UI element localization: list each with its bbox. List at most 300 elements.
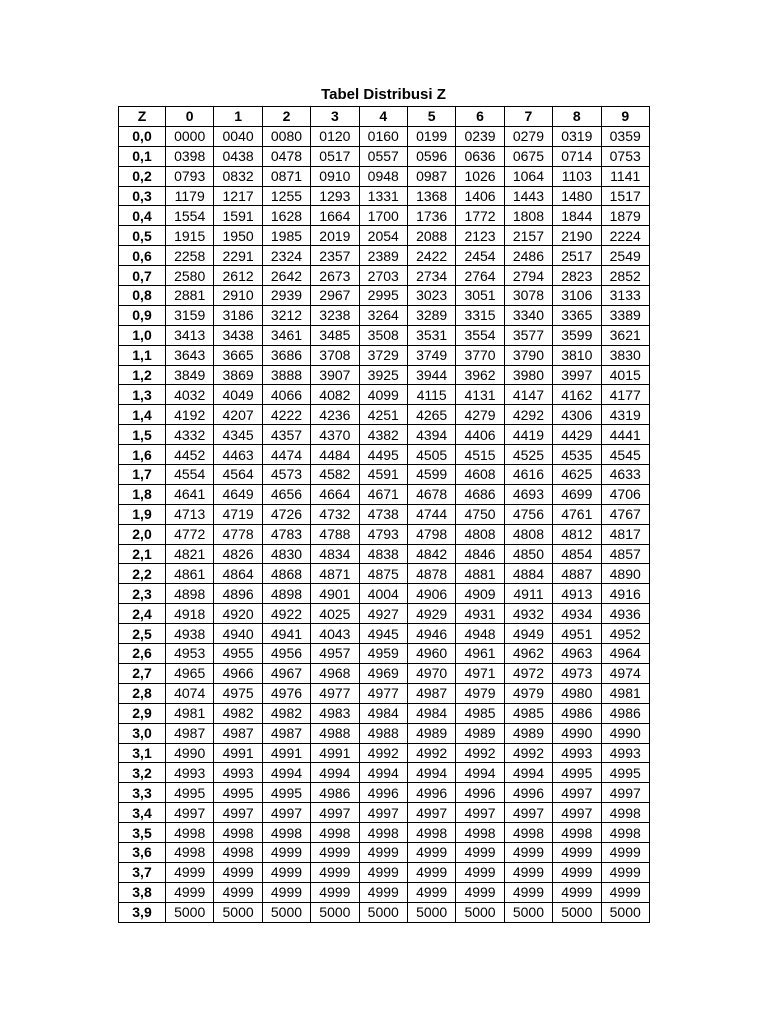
probability-cell: 4998	[262, 823, 310, 843]
probability-cell: 4484	[311, 445, 359, 465]
z-value-cell: 0,7	[119, 266, 166, 286]
probability-cell: 4999	[456, 862, 504, 882]
probability-cell: 4999	[407, 882, 455, 902]
probability-cell: 4999	[214, 882, 262, 902]
probability-cell: 3365	[553, 305, 601, 325]
probability-cell: 3997	[553, 365, 601, 385]
probability-cell: 4909	[456, 584, 504, 604]
probability-cell: 4798	[407, 524, 455, 544]
probability-cell: 4976	[262, 683, 310, 703]
probability-cell: 2291	[214, 246, 262, 266]
table-row	[119, 504, 650, 524]
probability-cell: 4975	[214, 683, 262, 703]
probability-cell: 4994	[407, 763, 455, 783]
probability-cell: 4177	[601, 385, 649, 405]
z-value-cell: 1,4	[119, 405, 166, 425]
probability-cell: 4649	[214, 484, 262, 504]
probability-cell: 4994	[262, 763, 310, 783]
probability-cell: 1628	[262, 206, 310, 226]
probability-cell: 4911	[504, 584, 552, 604]
probability-cell: 5000	[553, 902, 601, 922]
probability-cell: 4920	[214, 604, 262, 624]
probability-cell: 1406	[456, 186, 504, 206]
table-row	[119, 564, 650, 584]
probability-cell: 4999	[166, 882, 214, 902]
probability-cell: 3599	[553, 325, 601, 345]
probability-cell: 4713	[166, 504, 214, 524]
probability-cell: 4319	[601, 405, 649, 425]
probability-cell: 4957	[311, 644, 359, 664]
probability-cell: 0120	[311, 126, 359, 146]
z-value-cell: 1,5	[119, 425, 166, 445]
probability-cell: 4998	[504, 823, 552, 843]
probability-cell: 4834	[311, 544, 359, 564]
probability-cell: 4979	[504, 683, 552, 703]
probability-cell: 4973	[553, 663, 601, 683]
z-value-cell: 0,0	[119, 126, 166, 146]
probability-cell: 0675	[504, 146, 552, 166]
probability-cell: 4952	[601, 624, 649, 644]
probability-cell: 4966	[214, 663, 262, 683]
probability-cell: 4982	[214, 703, 262, 723]
probability-cell: 3051	[456, 286, 504, 306]
probability-cell: 4995	[214, 783, 262, 803]
z-value-cell: 0,2	[119, 166, 166, 186]
probability-cell: 4998	[456, 823, 504, 843]
z-value-cell: 1,7	[119, 465, 166, 485]
probability-cell: 0948	[359, 166, 407, 186]
probability-cell: 4998	[407, 823, 455, 843]
probability-cell: 4826	[214, 544, 262, 564]
probability-cell: 4761	[553, 504, 601, 524]
probability-cell: 0040	[214, 126, 262, 146]
probability-cell: 4686	[456, 484, 504, 504]
z-value-cell: 3,5	[119, 823, 166, 843]
table-row	[119, 246, 650, 266]
z-value-cell: 3,8	[119, 882, 166, 902]
probability-cell: 1664	[311, 206, 359, 226]
probability-cell: 3665	[214, 345, 262, 365]
probability-cell: 0987	[407, 166, 455, 186]
probability-cell: 4999	[359, 842, 407, 862]
probability-cell: 2224	[601, 226, 649, 246]
probability-cell: 4961	[456, 644, 504, 664]
table-row	[119, 624, 650, 644]
probability-cell: 4656	[262, 484, 310, 504]
probability-cell: 4857	[601, 544, 649, 564]
probability-cell: 4994	[456, 763, 504, 783]
probability-cell: 0753	[601, 146, 649, 166]
table-row	[119, 345, 650, 365]
z-value-cell: 0,1	[119, 146, 166, 166]
probability-cell: 4946	[407, 624, 455, 644]
probability-cell: 4032	[166, 385, 214, 405]
probability-cell: 1331	[359, 186, 407, 206]
probability-cell: 4913	[553, 584, 601, 604]
probability-cell: 4960	[407, 644, 455, 664]
probability-cell: 4922	[262, 604, 310, 624]
probability-cell: 3315	[456, 305, 504, 325]
probability-cell: 4967	[262, 663, 310, 683]
probability-cell: 4971	[456, 663, 504, 683]
z-value-cell: 2,1	[119, 544, 166, 564]
probability-cell: 0080	[262, 126, 310, 146]
probability-cell: 4998	[311, 823, 359, 843]
probability-cell: 4772	[166, 524, 214, 544]
probability-cell: 4830	[262, 544, 310, 564]
probability-cell: 4131	[456, 385, 504, 405]
probability-cell: 4983	[311, 703, 359, 723]
probability-cell: 0359	[601, 126, 649, 146]
probability-cell: 4846	[456, 544, 504, 564]
z-value-cell: 2,8	[119, 683, 166, 703]
probability-cell: 4370	[311, 425, 359, 445]
probability-cell: 4357	[262, 425, 310, 445]
probability-cell: 3159	[166, 305, 214, 325]
probability-cell: 4875	[359, 564, 407, 584]
probability-cell: 0000	[166, 126, 214, 146]
probability-cell: 4999	[553, 882, 601, 902]
probability-cell: 4999	[504, 862, 552, 882]
probability-cell: 4969	[359, 663, 407, 683]
probability-cell: 4956	[262, 644, 310, 664]
probability-cell: 4993	[601, 743, 649, 763]
probability-cell: 4962	[504, 644, 552, 664]
probability-cell: 4207	[214, 405, 262, 425]
table-row	[119, 325, 650, 345]
probability-cell: 4999	[456, 842, 504, 862]
probability-cell: 4994	[504, 763, 552, 783]
probability-cell: 3621	[601, 325, 649, 345]
z-value-cell: 1,2	[119, 365, 166, 385]
probability-cell: 4999	[601, 862, 649, 882]
probability-cell: 4981	[601, 683, 649, 703]
probability-cell: 4995	[166, 783, 214, 803]
table-row	[119, 286, 650, 306]
probability-cell: 4821	[166, 544, 214, 564]
probability-cell: 4987	[166, 723, 214, 743]
probability-cell: 0239	[456, 126, 504, 146]
probability-cell: 4545	[601, 445, 649, 465]
z-value-cell: 3,9	[119, 902, 166, 922]
z-value-cell: 0,5	[119, 226, 166, 246]
table-row	[119, 703, 650, 723]
z-value-cell: 1,1	[119, 345, 166, 365]
probability-cell: 4868	[262, 564, 310, 584]
z-value-cell: 3,0	[119, 723, 166, 743]
probability-cell: 1879	[601, 206, 649, 226]
probability-cell: 4934	[553, 604, 601, 624]
probability-cell: 1217	[214, 186, 262, 206]
probability-cell: 4998	[601, 823, 649, 843]
probability-cell: 4977	[311, 683, 359, 703]
probability-cell: 4265	[407, 405, 455, 425]
probability-cell: 4625	[553, 465, 601, 485]
probability-cell: 4986	[311, 783, 359, 803]
probability-cell: 4945	[359, 624, 407, 644]
probability-cell: 4251	[359, 405, 407, 425]
probability-cell: 4881	[456, 564, 504, 584]
column-header: 8	[553, 107, 601, 127]
probability-cell: 4998	[214, 842, 262, 862]
probability-cell: 4988	[359, 723, 407, 743]
probability-cell: 4719	[214, 504, 262, 524]
z-value-cell: 2,7	[119, 663, 166, 683]
probability-cell: 4767	[601, 504, 649, 524]
probability-cell: 4808	[456, 524, 504, 544]
probability-cell: 2389	[359, 246, 407, 266]
probability-cell: 0199	[407, 126, 455, 146]
probability-cell: 4750	[456, 504, 504, 524]
table-row	[119, 405, 650, 425]
probability-cell: 4573	[262, 465, 310, 485]
probability-cell: 3925	[359, 365, 407, 385]
table-row	[119, 524, 650, 544]
probability-cell: 4419	[504, 425, 552, 445]
probability-cell: 4898	[262, 584, 310, 604]
probability-cell: 1772	[456, 206, 504, 226]
probability-cell: 4981	[166, 703, 214, 723]
z-value-cell: 1,9	[119, 504, 166, 524]
probability-cell: 4982	[262, 703, 310, 723]
probability-cell: 4994	[311, 763, 359, 783]
z-value-cell: 2,5	[119, 624, 166, 644]
probability-cell: 1591	[214, 206, 262, 226]
probability-cell: 4864	[214, 564, 262, 584]
probability-cell: 2549	[601, 246, 649, 266]
probability-cell: 5000	[166, 902, 214, 922]
probability-cell: 2019	[311, 226, 359, 246]
probability-cell: 3485	[311, 325, 359, 345]
probability-cell: 3577	[504, 325, 552, 345]
z-value-cell: 0,4	[119, 206, 166, 226]
probability-cell: 4959	[359, 644, 407, 664]
probability-cell: 3413	[166, 325, 214, 345]
probability-cell: 4066	[262, 385, 310, 405]
probability-cell: 0832	[214, 166, 262, 186]
table-row	[119, 644, 650, 664]
probability-cell: 4582	[311, 465, 359, 485]
probability-cell: 3212	[262, 305, 310, 325]
probability-cell: 4854	[553, 544, 601, 564]
z-value-cell: 3,6	[119, 842, 166, 862]
probability-cell: 4850	[504, 544, 552, 564]
probability-cell: 5000	[311, 902, 359, 922]
probability-cell: 4890	[601, 564, 649, 584]
probability-cell: 4990	[553, 723, 601, 743]
z-value-cell: 1,0	[119, 325, 166, 345]
probability-cell: 4999	[311, 842, 359, 862]
probability-cell: 4452	[166, 445, 214, 465]
probability-cell: 4515	[456, 445, 504, 465]
column-header: 2	[262, 107, 310, 127]
probability-cell: 4678	[407, 484, 455, 504]
z-value-cell: 3,3	[119, 783, 166, 803]
table-row	[119, 902, 650, 922]
probability-cell: 4985	[456, 703, 504, 723]
table-row	[119, 803, 650, 823]
probability-cell: 3962	[456, 365, 504, 385]
probability-cell: 5000	[214, 902, 262, 922]
probability-cell: 3461	[262, 325, 310, 345]
probability-cell: 4995	[601, 763, 649, 783]
probability-cell: 3289	[407, 305, 455, 325]
probability-cell: 3980	[504, 365, 552, 385]
probability-cell: 3238	[311, 305, 359, 325]
probability-cell: 0793	[166, 166, 214, 186]
z-distribution-table	[118, 106, 650, 923]
probability-cell: 4162	[553, 385, 601, 405]
probability-cell: 4999	[262, 882, 310, 902]
probability-cell: 4936	[601, 604, 649, 624]
probability-cell: 2673	[311, 266, 359, 286]
probability-cell: 4115	[407, 385, 455, 405]
probability-cell: 3340	[504, 305, 552, 325]
probability-cell: 2612	[214, 266, 262, 286]
probability-cell: 1443	[504, 186, 552, 206]
probability-cell: 4986	[601, 703, 649, 723]
probability-cell: 4993	[553, 743, 601, 763]
probability-cell: 4999	[407, 862, 455, 882]
z-value-cell: 1,3	[119, 385, 166, 405]
probability-cell: 0478	[262, 146, 310, 166]
probability-cell: 3729	[359, 345, 407, 365]
probability-cell: 4726	[262, 504, 310, 524]
probability-cell: 0517	[311, 146, 359, 166]
probability-cell: 4474	[262, 445, 310, 465]
column-header: Z	[119, 107, 166, 127]
probability-cell: 4671	[359, 484, 407, 504]
probability-cell: 0910	[311, 166, 359, 186]
probability-cell: 0398	[166, 146, 214, 166]
probability-cell: 4989	[456, 723, 504, 743]
probability-cell: 2190	[553, 226, 601, 246]
probability-cell: 4993	[166, 763, 214, 783]
probability-cell: 2580	[166, 266, 214, 286]
probability-cell: 4999	[311, 862, 359, 882]
z-value-cell: 2,9	[119, 703, 166, 723]
probability-cell: 4817	[601, 524, 649, 544]
probability-cell: 4147	[504, 385, 552, 405]
probability-cell: 4788	[311, 524, 359, 544]
probability-cell: 4535	[553, 445, 601, 465]
probability-cell: 4441	[601, 425, 649, 445]
probability-cell: 4292	[504, 405, 552, 425]
probability-cell: 4997	[262, 803, 310, 823]
table-row	[119, 365, 650, 385]
probability-cell: 4778	[214, 524, 262, 544]
probability-cell: 2642	[262, 266, 310, 286]
probability-cell: 0438	[214, 146, 262, 166]
probability-cell: 4998	[166, 823, 214, 843]
probability-cell: 4901	[311, 584, 359, 604]
probability-cell: 3106	[553, 286, 601, 306]
probability-cell: 4394	[407, 425, 455, 445]
z-value-cell: 0,9	[119, 305, 166, 325]
table-row	[119, 186, 650, 206]
probability-cell: 4641	[166, 484, 214, 504]
probability-cell: 0279	[504, 126, 552, 146]
probability-cell: 2703	[359, 266, 407, 286]
probability-cell: 4998	[214, 823, 262, 843]
table-row	[119, 783, 650, 803]
probability-cell: 3643	[166, 345, 214, 365]
probability-cell: 3888	[262, 365, 310, 385]
table-row	[119, 484, 650, 504]
probability-cell: 4918	[166, 604, 214, 624]
probability-cell: 0557	[359, 146, 407, 166]
probability-cell: 3869	[214, 365, 262, 385]
probability-cell: 4999	[456, 882, 504, 902]
probability-cell: 2910	[214, 286, 262, 306]
probability-cell: 4980	[553, 683, 601, 703]
probability-cell: 4951	[553, 624, 601, 644]
probability-cell: 4968	[311, 663, 359, 683]
probability-cell: 4999	[601, 882, 649, 902]
probability-cell: 4236	[311, 405, 359, 425]
probability-cell: 2454	[456, 246, 504, 266]
probability-cell: 4554	[166, 465, 214, 485]
probability-cell: 1103	[553, 166, 601, 186]
probability-cell: 4938	[166, 624, 214, 644]
table-row	[119, 425, 650, 445]
probability-cell: 4985	[504, 703, 552, 723]
probability-cell: 4999	[504, 842, 552, 862]
probability-cell: 2258	[166, 246, 214, 266]
probability-cell: 4997	[311, 803, 359, 823]
probability-cell: 4838	[359, 544, 407, 564]
z-value-cell: 2,3	[119, 584, 166, 604]
probability-cell: 1026	[456, 166, 504, 186]
probability-cell: 4916	[601, 584, 649, 604]
probability-cell: 4808	[504, 524, 552, 544]
z-value-cell: 3,1	[119, 743, 166, 763]
probability-cell: 2123	[456, 226, 504, 246]
probability-cell: 1554	[166, 206, 214, 226]
probability-cell: 0596	[407, 146, 455, 166]
probability-cell: 2939	[262, 286, 310, 306]
probability-cell: 4406	[456, 425, 504, 445]
probability-cell: 5000	[504, 902, 552, 922]
probability-cell: 3023	[407, 286, 455, 306]
z-value-cell: 2,2	[119, 564, 166, 584]
probability-cell: 2486	[504, 246, 552, 266]
probability-cell: 4699	[553, 484, 601, 504]
probability-cell: 4744	[407, 504, 455, 524]
probability-cell: 4996	[407, 783, 455, 803]
probability-cell: 4043	[311, 624, 359, 644]
probability-cell: 3554	[456, 325, 504, 345]
probability-cell: 5000	[407, 902, 455, 922]
table-row	[119, 882, 650, 902]
probability-cell: 2054	[359, 226, 407, 246]
table-row	[119, 385, 650, 405]
probability-cell: 0714	[553, 146, 601, 166]
probability-cell: 4564	[214, 465, 262, 485]
z-value-cell: 3,7	[119, 862, 166, 882]
column-header: 9	[601, 107, 649, 127]
probability-cell: 4994	[359, 763, 407, 783]
probability-cell: 4633	[601, 465, 649, 485]
probability-cell: 4004	[359, 584, 407, 604]
probability-cell: 4984	[407, 703, 455, 723]
probability-cell: 1179	[166, 186, 214, 206]
probability-cell: 2517	[553, 246, 601, 266]
probability-cell: 4992	[407, 743, 455, 763]
probability-cell: 4999	[553, 862, 601, 882]
probability-cell: 4991	[311, 743, 359, 763]
probability-cell: 4693	[504, 484, 552, 504]
